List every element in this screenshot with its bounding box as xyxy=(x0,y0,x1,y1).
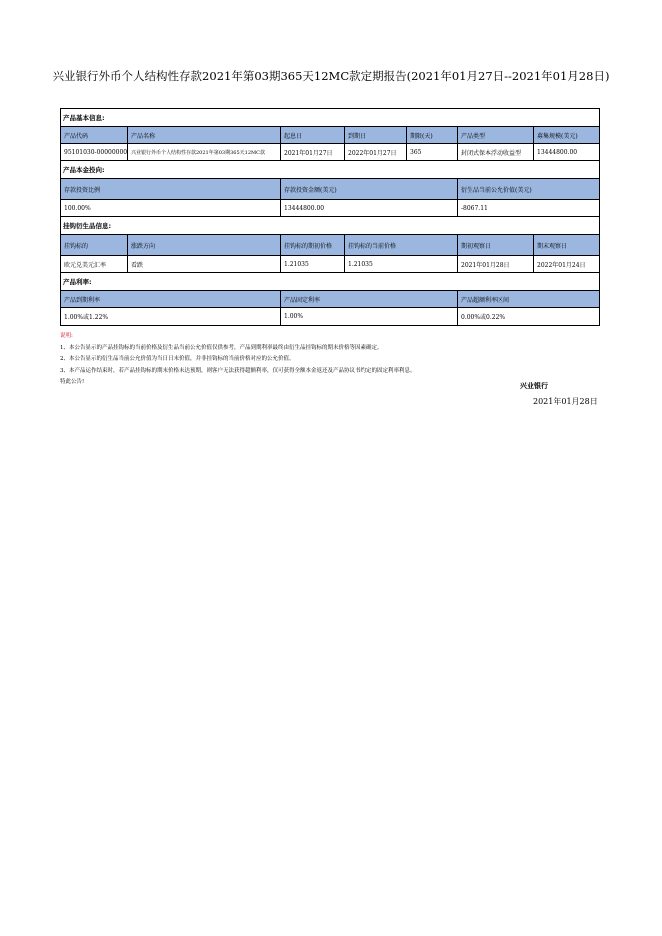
current-price: 1.21035 xyxy=(345,256,458,272)
excess-rate-range: 0.00%或0.22% xyxy=(461,314,506,321)
rate-value-row xyxy=(61,308,599,325)
header-direction: 涨跌方向 xyxy=(128,235,281,255)
final-observation-date: 2022年01月24日 xyxy=(537,261,586,269)
notes xyxy=(60,331,600,389)
product-name: 兴业银行外币个人结构性存款2021年第03期365天12MC款 xyxy=(128,144,281,160)
header-product-type: 产品类型 xyxy=(458,127,534,143)
term-days: 365 xyxy=(407,144,458,160)
header-initial-price: 挂钩标的期初价格 xyxy=(281,235,345,255)
rate-header-row xyxy=(61,291,599,308)
report-table xyxy=(60,108,600,326)
section-investment: 产品本金投向: xyxy=(63,166,105,174)
header-initial-observation: 期初观察日 xyxy=(458,235,534,255)
header-deposit-amount: 存款投资金额(美元) xyxy=(281,179,458,199)
maturity-rate: 1.00%或1.22% xyxy=(61,308,281,325)
header-derivative-fair-value: 衍生品当前公允价值(美元) xyxy=(461,186,532,194)
maturity-date: 2022年01月27日 xyxy=(345,144,407,160)
section-basic-info: 产品基本信息: xyxy=(63,114,105,122)
fixed-rate: 1.00% xyxy=(281,308,458,325)
derivative-value-row xyxy=(61,256,599,273)
header-fixed-rate: 产品固定利率 xyxy=(281,291,458,307)
header-final-observation: 期末观察日 xyxy=(537,242,568,250)
note-item-1: 1、本公告显示的产品挂钩标的当前价格及衍生品当前公允价值仅供参考，产品到期利率最终由衍生品挂钩标的期末价格等因素确定。 xyxy=(60,344,383,351)
header-underlying: 挂钩标的 xyxy=(61,235,128,255)
derivative-header-row xyxy=(61,235,599,256)
basic-header-row xyxy=(61,127,599,144)
header-product-name: 产品名称 xyxy=(128,127,281,143)
start-date: 2021年01月27日 xyxy=(281,144,345,160)
header-deposit-ratio: 存款投资比例 xyxy=(61,179,281,199)
investment-header-row xyxy=(61,179,599,200)
deposit-ratio: 100.00% xyxy=(61,200,281,216)
note-item-2: 2、本公告显示的衍生品当前公允价值为当日日末价值，并非挂钩标的当前价格对应的公允价值。 xyxy=(60,356,295,363)
header-term-days: 期限(天) xyxy=(407,127,458,143)
header-start-date: 起息日 xyxy=(281,127,345,143)
report-date: 2021年01月28日 xyxy=(533,397,598,406)
header-product-code: 产品代码 xyxy=(61,127,128,143)
header-excess-rate-range: 产品超额利率区间 xyxy=(461,296,510,304)
initial-price: 1.21035 xyxy=(281,256,345,272)
product-code: 95101030-00000000 xyxy=(61,144,128,160)
investment-value-row xyxy=(61,200,599,217)
section-rate: 产品利率: xyxy=(63,278,92,286)
derivative-fair-value: -8067.11 xyxy=(461,204,488,212)
raise-size: 13444800.00 xyxy=(537,148,578,156)
direction: 看跌 xyxy=(128,256,281,272)
basic-value-row xyxy=(61,144,599,161)
bank-name: 兴业银行 xyxy=(520,382,548,390)
underlying: 欧元兑美元汇率 xyxy=(61,256,128,272)
deposit-amount: 13444800.00 xyxy=(281,200,458,216)
product-type: 封闭式保本浮动收益型 xyxy=(458,144,534,160)
header-current-price: 挂钩标的当前价格 xyxy=(345,235,458,255)
initial-observation-date: 2021年01月28日 xyxy=(458,256,534,272)
header-maturity-rate: 产品到期利率 xyxy=(61,291,281,307)
section-derivative: 挂钩衍生品信息: xyxy=(63,222,112,230)
notes-heading: 说明: xyxy=(60,333,73,339)
report-title: 兴业银行外币个人结构性存款2021年第03期365天12MC款定期报告(2021年01月27日--2021年01月28日) xyxy=(52,69,610,83)
header-maturity-date: 到期日 xyxy=(345,127,407,143)
header-raise-size: 募集规模(美元) xyxy=(537,132,578,140)
notes-closing: 特此公告! xyxy=(60,379,85,386)
note-item-3: 3、本产品运作结束时，若产品挂钩标的期末价格未达预期，则客户无法获得超额利率，仅可获得全额本金返还及产品协议书约定的固定利率利息。 xyxy=(60,367,416,374)
